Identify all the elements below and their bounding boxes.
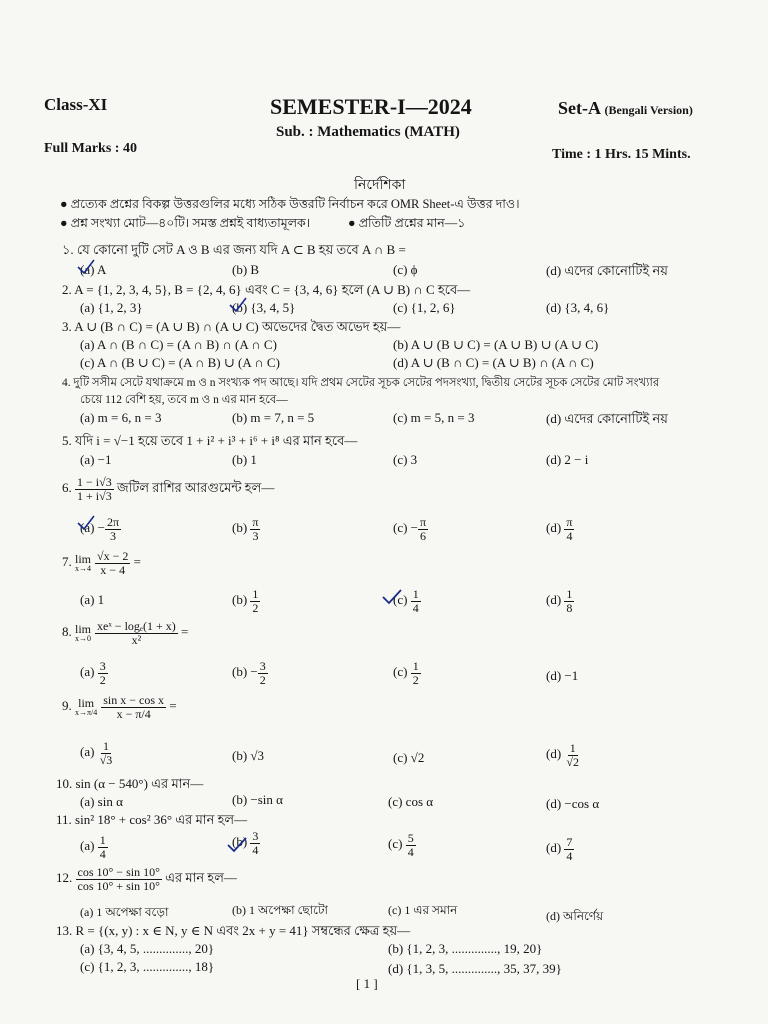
set-name: Set-A — [558, 98, 600, 118]
q13-option-a: (a) {3, 4, 5, .............., 20} — [80, 941, 215, 956]
q6-d-frac — [564, 516, 574, 542]
q6-option-b — [232, 516, 260, 542]
q9-d-den: √2 — [566, 754, 580, 769]
q7-option-d — [546, 588, 574, 614]
q3-option-a: (a) A ∩ (B ∩ C) = (A ∩ B) ∩ (A ∩ C) — [80, 337, 277, 352]
q9-frac-den: x − π/4 — [116, 706, 151, 721]
q6-d-den: 4 — [566, 528, 573, 543]
q11-b-label: (b) — [232, 834, 248, 850]
q7-lim-sub: x→4 — [75, 564, 91, 574]
q4-option-c: (c) m = 5, n = 3 — [393, 410, 475, 425]
q9-option-a — [80, 740, 114, 766]
q11-a-frac — [98, 834, 108, 860]
question-13-stem: 13. R = {(x, y) : x ∈ N, y ∈ N এবং 2x + y = 41} সম্বন্ধের ক্ষেত্র হয়— — [56, 923, 411, 938]
q11-d-frac — [564, 836, 574, 862]
q12-option-d: (d) অনির্ণেয় — [546, 909, 604, 923]
q13-option-d: (d) {1, 3, 5, .............., 35, 37, 39} — [388, 961, 562, 976]
q9-a-den: √3 — [99, 752, 113, 767]
instruction-3-text: প্রতিটি প্রশ্নের মান—১ — [358, 216, 466, 230]
q7-c-num: 1 — [412, 587, 419, 601]
question-6-stem — [62, 476, 274, 502]
question-11-stem: 11. sin² 18° + cos² 36° এর মান হল— — [56, 812, 248, 827]
q11-a-den: 4 — [99, 846, 106, 861]
q6-c-frac — [418, 516, 428, 542]
q8-a-den: 2 — [99, 672, 106, 687]
q10-option-a: (a) sin α — [80, 794, 123, 809]
q7-b-frac — [250, 588, 260, 614]
q6-c-label: (c) − — [393, 520, 419, 536]
q9-a-num: 1 — [102, 739, 109, 753]
q8-tail: = — [181, 624, 189, 640]
q6-d-num: π — [566, 515, 573, 529]
q8-c-den: 2 — [412, 672, 419, 687]
q11-c-den: 4 — [407, 844, 414, 859]
checkmark-icon — [381, 588, 403, 606]
q6-frac-num: 1 − i√3 — [77, 475, 112, 489]
q5-option-c: (c) 3 — [393, 452, 418, 467]
q11-c-num: 5 — [407, 831, 414, 845]
q12-option-a: (a) 1 অপেক্ষা বড়ো — [80, 905, 169, 919]
q11-d-num: 7 — [566, 835, 573, 849]
q7-lim-label: lim — [75, 552, 92, 567]
q4-option-a: (a) m = 6, n = 3 — [80, 410, 162, 425]
q5-option-d: (d) 2 − i — [546, 452, 589, 467]
q11-d-den: 4 — [566, 848, 573, 863]
q11-b-den: 4 — [252, 842, 259, 857]
q2-option-b: (b) {3, 4, 5} — [232, 300, 296, 315]
q8-c-frac — [411, 660, 421, 686]
version-label: (Bengali Version) — [604, 103, 693, 117]
q3-option-c: (c) A ∩ (B ∪ C) = (A ∩ B) ∪ (A ∩ C) — [80, 355, 280, 370]
q9-number: 9. — [62, 698, 72, 714]
q8-a-frac — [98, 660, 108, 686]
q6-number: 6. — [62, 480, 72, 496]
q8-option-a — [80, 660, 108, 686]
question-7-stem — [62, 550, 141, 576]
q11-a-num: 1 — [99, 833, 106, 847]
q12-number: 12. — [56, 870, 73, 886]
q9-lim-label: lim — [78, 696, 95, 711]
q9-option-b: (b) √3 — [232, 748, 265, 763]
q10-option-d: (d) −cos α — [546, 796, 600, 811]
q8-option-d: (d) −1 — [546, 668, 579, 683]
q9-a-label: (a) — [80, 744, 95, 760]
q8-fraction — [95, 620, 178, 646]
q6-a-num: 2π — [107, 515, 120, 529]
instruction-2: ● প্রশ্ন সংখ্যা মোট—৪০টি। সমস্ত প্রশ্নই বাধ্যতামূলক। — [60, 216, 311, 230]
q7-number: 7. — [62, 554, 72, 570]
question-4-stem-line1: 4. দুটি সসীম সেটে যথাক্রমে m ও n সংখ্যক পদ আছে। যদি প্রথম সেটের সূচক সেটের পদসংখ্যা, দ্বিতীয় সেটের সূচক সেটের মোট সংখ্যার — [62, 377, 660, 389]
q12-option-c: (c) 1 এর সমান — [388, 903, 458, 917]
checkmark-icon — [76, 258, 96, 276]
checkmark-icon — [228, 296, 248, 314]
q9-option-d — [546, 742, 581, 768]
instruction-2-text: প্রশ্ন সংখ্যা মোট—৪০টি। সমস্ত প্রশ্নই বাধ্যতামূলক। — [70, 216, 311, 230]
q12-fraction — [76, 866, 162, 892]
q7-d-frac — [564, 588, 574, 614]
q8-option-c — [393, 660, 421, 686]
q9-option-c: (c) √2 — [393, 750, 425, 765]
q12-frac-den: cos 10° + sin 10° — [77, 878, 160, 893]
q8-frac-num: xeˣ − logₑ(1 + x) — [97, 619, 176, 633]
q8-b-frac — [258, 660, 268, 686]
q12-frac-num: cos 10° − sin 10° — [77, 865, 160, 879]
q12-tail: এর মান হল— — [165, 870, 237, 886]
q7-frac-den: x − 4 — [100, 562, 126, 577]
q8-lim-label: lim — [75, 622, 92, 637]
q7-b-label: (b) — [232, 592, 248, 608]
q8-frac-den: x² — [131, 632, 142, 647]
q7-c-label: (c) — [393, 592, 408, 608]
q7-d-num: 1 — [566, 587, 573, 601]
q6-option-c — [393, 516, 428, 542]
q7-b-num: 1 — [252, 587, 259, 601]
q8-a-label: (a) — [80, 664, 95, 680]
q9-a-frac — [98, 740, 115, 766]
q13-option-b: (b) {1, 2, 3, .............., 19, 20} — [388, 941, 543, 956]
q8-limit — [75, 623, 91, 643]
question-4-stem-line2: চেয়ে 112 বেশি হয়, তবে m ও n এর মান হবে— — [80, 394, 288, 406]
q7-limit — [75, 553, 91, 573]
q6-b-den: 3 — [252, 528, 259, 543]
q6-b-num: π — [252, 515, 259, 529]
q7-c-den: 4 — [412, 600, 419, 615]
q1-option-c: (c) ϕ — [393, 262, 418, 277]
instructions-title: নির্দেশিকা — [354, 178, 406, 193]
q3-option-d: (d) A ∪ (B ∩ C) = (A ∪ B) ∩ (A ∩ C) — [393, 355, 594, 370]
q11-option-c — [388, 832, 416, 858]
question-9-stem — [62, 694, 177, 720]
q11-b-num: 3 — [252, 829, 259, 843]
q11-d-label: (d) — [546, 840, 562, 856]
q7-c-frac — [411, 588, 421, 614]
instruction-3: ● প্রতিটি প্রশ্নের মান—১ — [348, 216, 466, 230]
question-1-stem: ১. যে কোনো দুটি সেট A ও B এর জন্য যদি A ⊂ B হয় তবে A ∩ B = — [62, 242, 406, 257]
question-8-stem — [62, 620, 188, 646]
q6-frac-den: 1 + i√3 — [77, 488, 112, 503]
q11-c-frac — [406, 832, 416, 858]
instruction-1-text: প্রত্যেক প্রশ্নের বিকল্প উত্তরগুলির মধ্যে সঠিক উত্তরটি নির্বাচন করে OMR Sheet-এ উত্তর দাও। — [70, 197, 520, 211]
question-12-stem — [56, 866, 237, 892]
class-label: Class-XI — [44, 95, 108, 114]
q6-option-d — [546, 516, 574, 542]
checkmark-icon — [226, 836, 248, 854]
q9-tail: = — [169, 698, 177, 714]
q7-b-den: 2 — [252, 600, 259, 615]
q7-frac-num: √x − 2 — [97, 549, 129, 563]
q4-option-b: (b) m = 7, n = 5 — [232, 410, 315, 425]
q7-d-label: (d) — [546, 592, 562, 608]
q1-option-a: (a) A — [80, 262, 107, 277]
q6-c-den: 6 — [420, 528, 427, 543]
question-2-stem: 2. A = {1, 2, 3, 4, 5}, B = {2, 4, 6} এবং C = {3, 4, 6} হলে (A ∪ B) ∩ C হবে— — [62, 282, 471, 297]
q11-b-frac — [250, 830, 260, 856]
q9-d-label: (d) — [546, 746, 562, 762]
q7-fraction — [95, 550, 130, 576]
q2-option-d: (d) {3, 4, 6} — [546, 300, 610, 315]
q6-c-num: π — [420, 515, 427, 529]
q5-option-b: (b) 1 — [232, 452, 257, 467]
q9-lim-sub: x→π/4 — [75, 708, 98, 718]
q10-option-b: (b) −sin α — [232, 792, 283, 807]
q6-b-label: (b) — [232, 520, 248, 536]
full-marks: Full Marks : 40 — [44, 141, 137, 156]
q6-fraction — [75, 476, 114, 502]
q8-c-label: (c) — [393, 664, 408, 680]
q6-tail: জটিল রাশির আরগুমেন্ট হল— — [116, 480, 275, 496]
set-label — [558, 98, 693, 119]
q8-b-den: 2 — [259, 672, 266, 687]
q11-option-a — [80, 834, 108, 860]
subject-label: Sub. : Mathematics (MATH) — [276, 124, 460, 140]
q11-c-label: (c) — [388, 836, 403, 852]
q5-option-a: (a) −1 — [80, 452, 112, 467]
q1-option-b: (b) B — [232, 262, 260, 277]
q2-option-c: (c) {1, 2, 6} — [393, 300, 456, 315]
q12-option-b: (b) 1 অপেক্ষা ছোটো — [232, 903, 329, 917]
exam-title: SEMESTER-I—2024 — [270, 94, 472, 119]
q10-option-c: (c) cos α — [388, 794, 434, 809]
instruction-1: ● প্রত্যেক প্রশ্নের বিকল্প উত্তরগুলির মধ্যে সঠিক উত্তরটি নির্বাচন করে OMR Sheet-এ উত্তর দাও। — [60, 197, 520, 211]
q13-option-c: (c) {1, 2, 3, .............., 18} — [80, 959, 215, 974]
page-number: [ 1 ] — [356, 976, 378, 991]
q3-option-b: (b) A ∪ (B ∪ C) = (A ∪ B) ∪ (A ∪ C) — [393, 337, 599, 352]
q8-b-label: (b) − — [232, 664, 258, 680]
q4-option-d: (d) এদের কোনোটিই নয় — [546, 411, 668, 426]
q9-limit — [75, 697, 97, 717]
q9-d-num: 1 — [569, 741, 576, 755]
q7-option-a: (a) 1 — [80, 592, 105, 607]
q7-option-b — [232, 588, 260, 614]
q8-c-num: 1 — [412, 659, 419, 673]
checkmark-icon — [76, 514, 96, 532]
q2-option-a: (a) {1, 2, 3} — [80, 300, 143, 315]
q11-option-d — [546, 836, 574, 862]
q6-a-frac — [105, 516, 121, 542]
q8-lim-sub: x→0 — [75, 634, 91, 644]
q8-b-num: 3 — [259, 659, 266, 673]
q9-fraction — [101, 694, 166, 720]
question-3-stem: 3. A ∪ (B ∩ C) = (A ∪ B) ∩ (A ∪ C) অভেদের দ্বৈত অভেদ হয়— — [62, 319, 401, 334]
q7-tail: = — [133, 554, 141, 570]
q8-number: 8. — [62, 624, 72, 640]
q8-option-b — [232, 660, 268, 686]
q6-a-den: 3 — [110, 528, 117, 543]
time-label: Time : 1 Hrs. 15 Mints. — [552, 147, 691, 162]
q6-b-frac — [250, 516, 260, 542]
q6-a-label: (a) − — [80, 520, 106, 536]
q9-frac-num: sin x − cos x — [103, 693, 165, 707]
question-5-stem: 5. যদি i = √−1 হয়ে তবে 1 + i² + i³ + i⁶ + i⁸ এর মান হবে— — [62, 433, 358, 448]
q1-option-d: (d) এদের কোনোটিই নয় — [546, 263, 668, 278]
q9-d-frac — [564, 742, 581, 768]
question-10-stem: 10. sin (α − 540°) এর মান— — [56, 776, 204, 791]
q7-d-den: 8 — [566, 600, 573, 615]
q11-a-label: (a) — [80, 838, 95, 854]
q8-a-num: 3 — [99, 659, 106, 673]
q6-d-label: (d) — [546, 520, 562, 536]
